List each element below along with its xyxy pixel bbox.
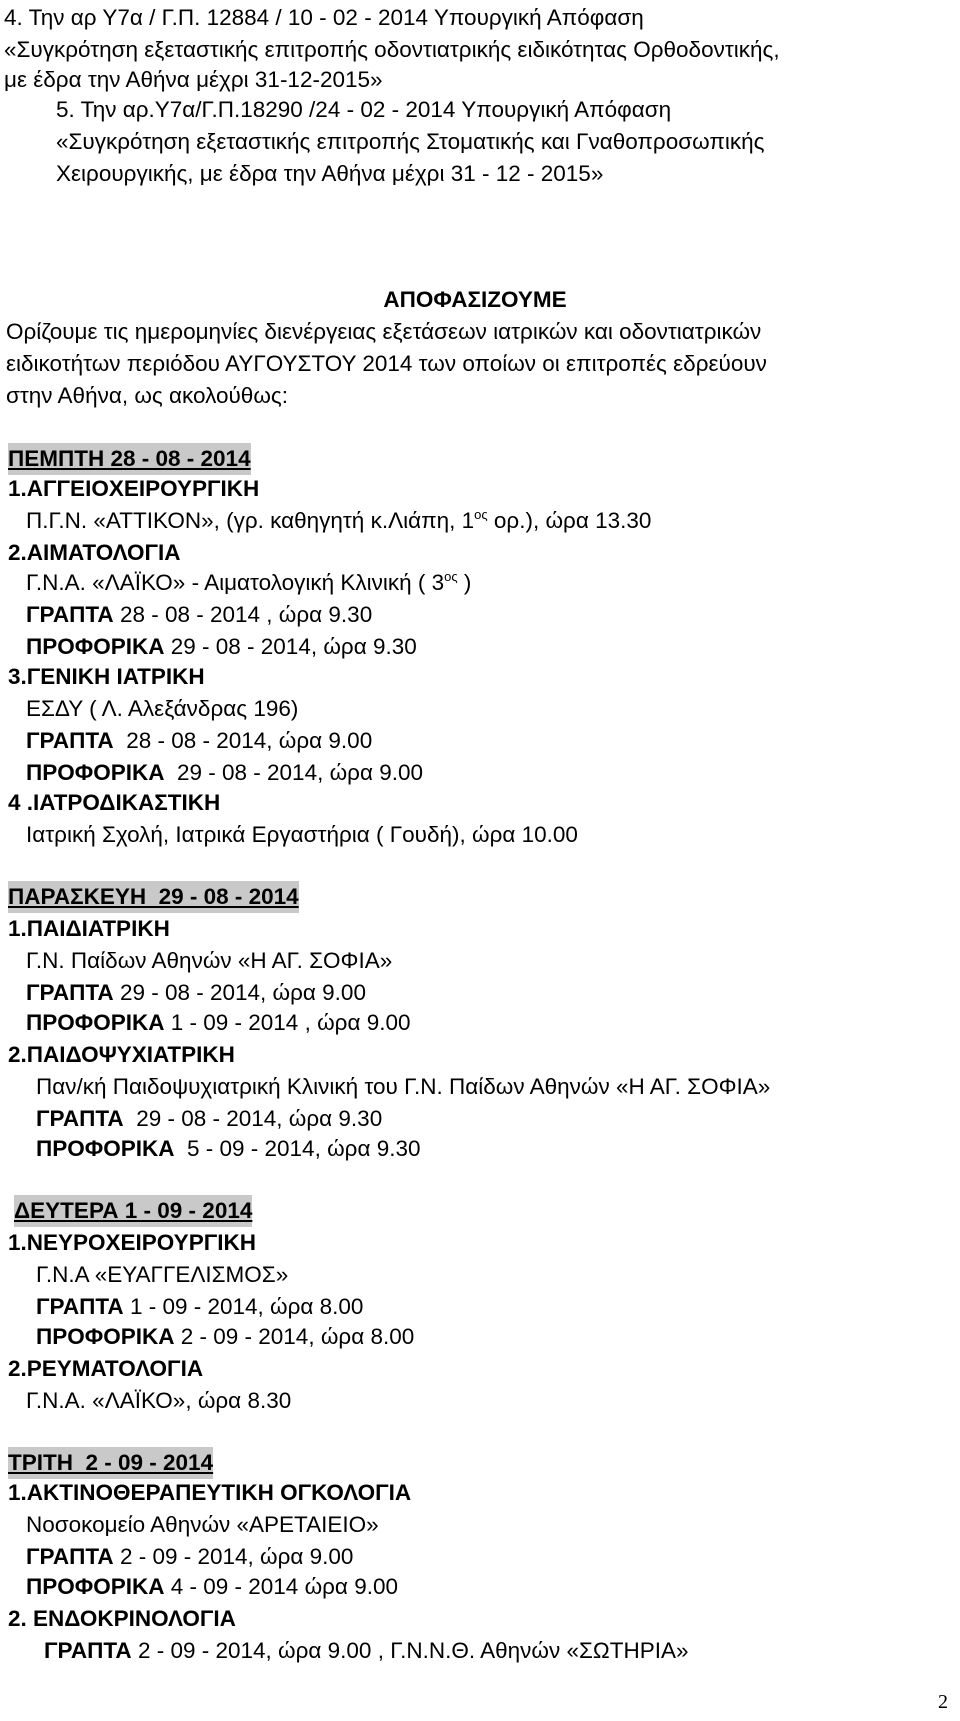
exam-location: Γ.Ν.Α. «ΛΑΪΚΟ» - Αιματολογική Κλινική ( $3^{o\varsigma}$ ) <box>26 569 472 595</box>
date-heading-thursday: ΠΕΜΠΤΗ 28 - 08 - 2014 <box>8 443 251 475</box>
specialty-title: 3.ΓΕΝΙΚΗ ΙΑΤΡΙΚΗ <box>8 664 205 689</box>
oral-exam-date: ΠΡΟΦΟΡΙΚΑ 29 - 08 - 2014, ώρα 9.30 <box>26 634 417 659</box>
intro-item-4-line-2: «Συγκρότηση εξεταστικής επιτροπής οδοντιατρικής ειδικότητας Ορθοδοντικής, <box>4 37 780 62</box>
date-heading-tuesday: ΤΡΙΤΗ 2 - 09 - 2014 <box>8 1447 213 1479</box>
decision-heading: ΑΠΟΦΑΣΙΖΟΥΜΕ <box>383 287 567 312</box>
exam-location: Γ.Ν.Α «ΕΥΑΓΓΕΛΙΣΜΟΣ» <box>36 1262 289 1287</box>
specialty-title: 2.ΠΑΙΔΟΨΥΧΙΑΤΡΙΚΗ <box>8 1042 235 1067</box>
written-exam-date: ΓΡΑΠΤΑ 28 - 08 - 2014 , ώρα 9.30 <box>26 602 373 627</box>
date-heading-monday: ΔΕΥΤΕΡΑ 1 - 09 - 2014 <box>14 1195 252 1227</box>
page-number: 2 <box>938 1691 948 1713</box>
exam-location: Γ.Ν.Α. «ΛΑΪΚΟ», ώρα 8.30 <box>26 1388 292 1413</box>
intro-item-4-line-1: 4. Την αρ Υ7α / Γ.Π. 12884 / 10 - 02 - 2014 Υπουργική Απόφαση <box>4 5 644 30</box>
intro-item-5-line-1: 5. Την αρ.Υ7α/Γ.Π.18290 /24 - 02 - 2014 Υπουργική Απόφαση <box>56 97 672 122</box>
written-exam-date: ΓΡΑΠΤΑ 29 - 08 - 2014, ώρα 9.30 <box>36 1106 383 1131</box>
specialty-title: 1.ΠΑΙΔΙΑΤΡΙΚΗ <box>8 916 170 941</box>
written-exam-date: ΓΡΑΠΤΑ 1 - 09 - 2014, ώρα 8.00 <box>36 1294 364 1319</box>
written-exam-date: ΓΡΑΠΤΑ 2 - 09 - 2014, ώρα 9.00 <box>26 1544 354 1569</box>
oral-exam-date: ΠΡΟΦΟΡΙΚΑ 2 - 09 - 2014, ώρα 8.00 <box>36 1324 415 1349</box>
intro-item-5-line-2: «Συγκρότηση εξεταστικής επιτροπής Στοματικής και Γναθοπροσωπικής <box>56 129 765 154</box>
specialty-title: 2.ΑΙΜΑΤΟΛΟΓΙΑ <box>8 540 181 565</box>
oral-exam-date: ΠΡΟΦΟΡΙΚΑ 4 - 09 - 2014 ώρα 9.00 <box>26 1574 398 1599</box>
oral-exam-date: ΠΡΟΦΟΡΙΚΑ 5 - 09 - 2014, ώρα 9.30 <box>36 1136 421 1161</box>
decision-text-line-1: Ορίζουμε τις ημερομηνίες διενέργειας εξετάσεων ιατρικών και οδοντιατρικών <box>6 319 762 344</box>
intro-item-4-line-3: με έδρα την Αθήνα μέχρι 31-12-2015» <box>4 67 383 92</box>
decision-text-line-3: στην Αθήνα, ως ακολούθως: <box>6 383 288 408</box>
exam-location: Γ.Ν. Παίδων Αθηνών «Η ΑΓ. ΣΟΦΙΑ» <box>26 948 393 973</box>
oral-exam-date: ΠΡΟΦΟΡΙΚΑ 29 - 08 - 2014, ώρα 9.00 <box>26 760 424 785</box>
exam-location: Ιατρική Σχολή, Ιατρικά Εργαστήρια ( Γουδή), ώρα 10.00 <box>26 822 578 847</box>
exam-location: Νοσοκομείο Αθηνών «ΑΡΕΤΑΙΕΙΟ» <box>26 1512 379 1537</box>
intro-item-5-line-3: Χειρουργικής, με έδρα την Αθήνα μέχρι 31 - 12 - 2015» <box>56 161 604 186</box>
specialty-title: 1.ΑΚΤΙΝΟΘΕΡΑΠΕΥΤΙΚΗ ΟΓΚΟΛΟΓΙΑ <box>8 1480 412 1505</box>
exam-location: Παν/κή Παιδοψυχιατρική Κλινική του Γ.Ν. Παίδων Αθηνών «Η ΑΓ. ΣΟΦΙΑ» <box>36 1074 771 1099</box>
specialty-title: 2. ΕΝΔΟΚΡΙΝΟΛΟΓΙΑ <box>8 1606 236 1631</box>
written-exam-date: ΓΡΑΠΤΑ 29 - 08 - 2014, ώρα 9.00 <box>26 980 366 1005</box>
decision-text-line-2: ειδικοτήτων περιόδου ΑΥΓΟΥΣΤΟΥ 2014 των οποίων οι επιτροπές εδρεύουν <box>6 351 767 376</box>
specialty-title: 4 .ΙΑΤΡΟΔΙΚΑΣΤΙΚΗ <box>8 790 221 815</box>
exam-location: Π.Γ.Ν. «ΑΤΤΙΚΟΝ», (γρ. καθηγητή κ.Λιάπη, $1^{o\varsigma}$ ορ.), ώρα 13.30 <box>26 507 652 533</box>
written-exam-date: ΓΡΑΠΤΑ 28 - 08 - 2014, ώρα 9.00 <box>26 728 373 753</box>
date-heading-friday: ΠΑΡΑΣΚΕΥΗ 29 - 08 - 2014 <box>8 881 299 913</box>
specialty-title: 1.ΑΓΓΕΙΟΧΕΙΡΟΥΡΓΙΚΗ <box>8 476 260 501</box>
specialty-title: 2.ΡΕΥΜΑΤΟΛΟΓΙΑ <box>8 1356 204 1381</box>
written-exam-date: ΓΡΑΠΤΑ 2 - 09 - 2014, ώρα 9.00 , Γ.Ν.Ν.Θ. Αθηνών «ΣΩΤΗΡΙΑ» <box>44 1638 689 1663</box>
specialty-title: 1.ΝΕΥΡΟΧΕΙΡΟΥΡΓΙΚΗ <box>8 1230 256 1255</box>
oral-exam-date: ΠΡΟΦΟΡΙΚΑ 1 - 09 - 2014 , ώρα 9.00 <box>26 1010 411 1035</box>
exam-location: ΕΣΔΥ ( Λ. Αλεξάνδρας 196) <box>26 696 299 721</box>
